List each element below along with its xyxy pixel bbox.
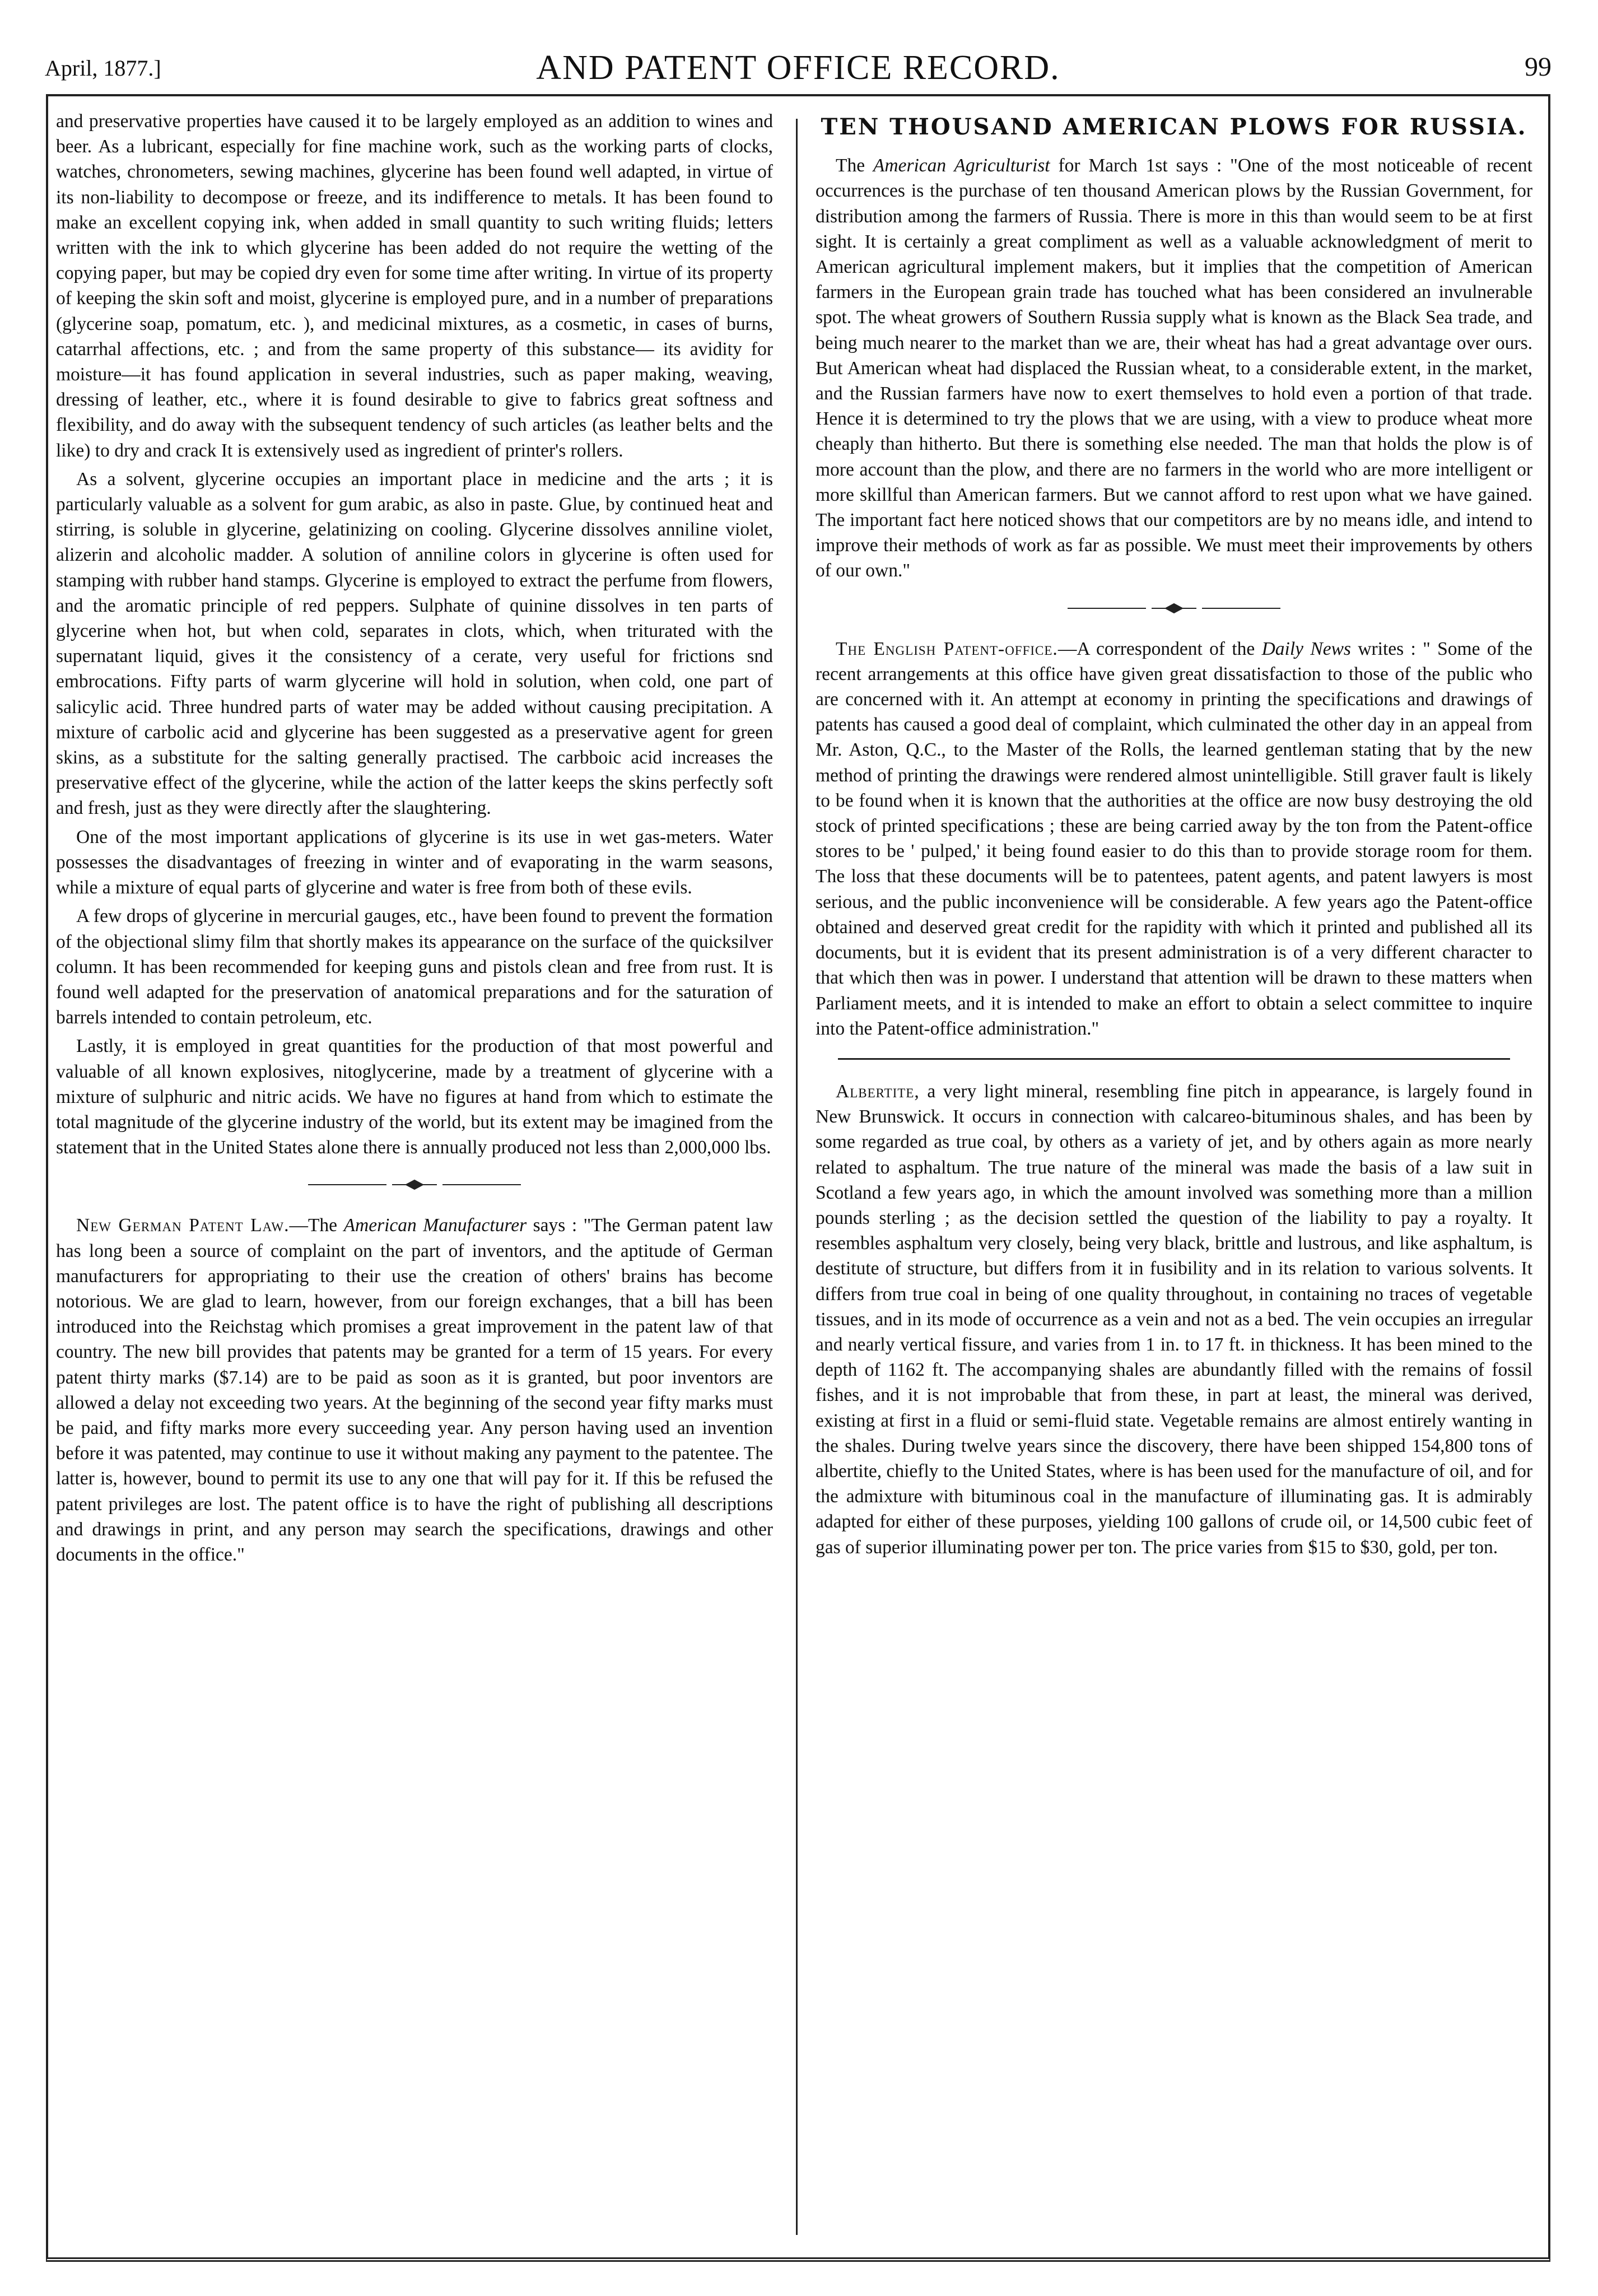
albertite-article — [816, 1079, 1532, 1560]
german-patent-article: New German Patent Law.—The American Manufacturer says : "The German patent law has long been a source of complaint on the part of inventors, and the aptitude of German manufacturers for appropriating to their use the creation of others' brains has become notorious. We are glad to learn, however, from our foreign exchanges, that a bill has been introduced into the Reichstag which promises a great improvement in the patent law of that country. The new bill provides that patents may be granted for a term of 15 years. For every patent thirty marks ($7.14) are to be paid as soon as it is granted, but poor inventors are allowed a delay not exceeding two years. At the beginning of the second year fifty marks must be paid, and fifty marks more every succeeding year. Any person having used an invention before it was patented, may continue to use it without making any payment to the patentee. The latter is, however, bound to permit its use to any one that will pay for it. If this be refused the patent privileges are lost. The patent office is to have the right of publishing all descriptions and drawings in print, and any person may search the specifications, drawings and other documents in the office." — [56, 1215, 773, 1565]
section-ornament — [56, 1179, 773, 1190]
german-patent-source: American Manufacturer — [343, 1215, 527, 1236]
section-ornament — [816, 603, 1532, 614]
english-patent-heading: The English Patent-office. — [836, 638, 1058, 659]
glycerine-paragraph-5: Lastly, it is employed in great quantities for the production of that most powerful and valuable of all known explosives, nitoglycerine, made by a treatment of glycerine with a mixture of sulphuric and nitric acids. We have no figures at hand from which to estimate the total magnitude of the glycerine industry of the world, but its extent may be imagined from the statement that in the United States alone there is annually produced not less than 2,000,000 lbs. — [56, 1036, 773, 1158]
glycerine-paragraph-3: One of the most important applications of glycerine is its use in wet gas-meters. Water possesses the disadvantages of freezing in winter and of evaporating in the warm seasons, while a mixture of equal parts of glycerine and water is free from both of these evils. — [56, 826, 773, 898]
right-column — [816, 109, 1532, 2245]
publication-title: AND PATENT OFFICE RECORD. — [536, 49, 1060, 87]
plows-article-title: TEN THOUSAND AMERICAN PLOWS FOR RUSSIA. — [821, 114, 1527, 140]
albertite-text: a very light mineral, resembling fine pitch in appearance, is largely found in New Brunswick. It occurs in connection with calcareo-bituminous shales, and has been by some regarded as true coal, by others as a variety of jet, and by others again as more nearly related to asphaltum. The true nature of the mineral was made the basis of a law suit in Scotland a few years ago, in which the amount involved was something more than a million pounds sterling ; as the decision settled the question of the liability to pay a royalty. It resembles asphaltum very closely, being very black, brittle and lustrous, and like asphaltum, is destitute of structure, but differs from it in fusibility and in its relation to various solvents. It differs from true coal in being of one quality throughout, in containing no traces of vegetable tissues, and in its mode of occurrence as a vein and not as a bed. The vein occupies an irregular and nearly vertical fissure, and varies from 1 in. to 17 ft. in thickness. It has been mined to the depth of 1162 ft. The accompanying shales are abundantly filled with the remains of fossil fishes, and it is not improbable that from these, in part at least, the mineral was derived, existing at first in a fluid or semi-fluid state. Vegetable remains are almost entirely wanting in the shales. During twelve years since the discovery, there have been shipped 154,800 tons of albertite, chiefly to the United States, where is has been used for the manufacture of oil, and for the admixture with bituminous coal in the manufacture of illuminating gas. It is admirably adapted for either of these purposes, yielding 100 gallons of crude oil, or 14,500 cubic feet of gas of superior illuminating power per ton. The price varies from $15 to $30, gold, per ton. — [816, 1081, 1532, 1558]
glycerine-paragraph-2: As a solvent, glycerine occupies an important place in medicine and the arts ; it is particularly valuable as a solvent for gum arabic, as also in paste. Glue, by continued heat and stirring, is soluble in glycerine, gelatinizing on cooling. Glycerine dissolves anniline violet, alizerin and alcoholic madder. A solution of anniline colors in glycerine is often used for stamping with rubber hand stamps. Glycerine is employed to extract the perfume from flowers, and the aromatic principle of red peppers. Sulphate of quinine dissolves in ten parts of glycerine when hot, but when cold, separates in clots, which, when triturated with the supernatant liquid, gives it the consistency of a cerate, very useful for frictions snd embrocations. Fifty parts of warm glycerine will hold in solution, when cold, one part of salicylic acid. Three hundred parts of water may be added without causing precipitation. A mixture of carbolic acid and glycerine has been suggested as a preservative agent for green skins, as a substitute for the salting generally practised. The carbboic acid increases the preservative effect of the glycerine, while the action of the latter keeps the skins perfectly soft and fresh, just as they were directly after the slaughtering. — [56, 468, 773, 819]
german-patent-heading: New German Patent Law. — [76, 1215, 290, 1236]
plows-text: for March 1st says : "One of the most noticeable of recent occurrences is the purchase of ten thousand American plows by the Russian Government, for distribution among the farmers of Russia. There is more in this than would seem to be at first sight. It is certainly a great compliment as well as a valuable acknowledgment of merit to American agricultural implement makers, but it implies that the competition of American farmers in the European grain trade has touched what has been considered an invulnerable spot. The wheat growers of Southern Russia supply what is known as the Black Sea trade, and being much nearer to the market than we are, their wheat has had a great advantage over ours. But American wheat had displaced the Russian wheat, to a considerable extent, in the market, and the Russian farmers have now to exert themselves to hold even a portion of that trade. Hence it is determined to try the plows that we are using, with a view to produce wheat more cheaply than hitherto. But there is something else needed. The man that holds the plow is of more account than the plow, and there are no farmers in the world who are more intelligent or more skillful than American farmers. But we cannot afford to rest upon what we have gained. The important fact here noticed shows that our competitors are by no means idle, and intend to improve their methods of work as far as possible. We must meet their improvements by others of our own." — [816, 155, 1532, 581]
page-frame — [46, 94, 1550, 2262]
glycerine-paragraph-1: and preservative properties have caused it to be largely employed as an addition to wines and beer. As a lubricant, especially for fine machine work, such as the working parts of clocks, watches, chronometers, sewing machines, glycerine has been found well adapted, in virtue of its non-liability to decompose or freeze, and its indifference to metals. It has been found to make an excellent copying ink, when added in small quantity to such writing fluids; letters written with the ink to which glycerine has been added do not require the wetting of the copying paper, but may be copied dry even for some time after writing. In virtue of its property of keeping the skin soft and moist, glycerine is employed pure, and in a number of preparations (glycerine soap, pomatum, etc. ), and medicinal mixtures, as a cosmetic, in cases of burns, catarrhal affections, etc. ; and from the same property of this substance— its avidity for moisture—it has found application in several industries, such as paper making, weaving, dressing of leather, etc., where it is found desirable to give to fabrics great softness and flexibility, and do away with the subsequent tendency of such articles (as leather belts and the like) to dry and crack It is extensively used as ingredient of printer's rollers. — [56, 111, 773, 461]
issue-date: April, 1877.] — [45, 55, 161, 81]
section-rule — [838, 1058, 1510, 1062]
page-header — [45, 44, 1552, 94]
plows-source: American Agriculturist — [873, 155, 1050, 176]
german-patent-text: says : "The German patent law has long been a source of complaint on the part of inventors, and the aptitude of German manufacturers for appropriating to their use the creation of others' brains has become notorious. We are glad to learn, however, from our foreign exchanges, that a bill has been introduced into the Reichstag which promises a great improvement in the patent law of that country. The new bill provides that patents may be granted for a term of 15 years. For every patent thirty marks ($7.14) are to be paid as soon as it is granted, but poor inventors are allowed a delay not exceeding two years. At the beginning of the second year fifty marks must be paid, and fifty marks more every succeeding year. Any person having used an invention before it was patented, may continue to use it without making any payment to the patentee. The latter is, however, bound to permit its use to any one that will pay for it. If this be refused the patent privileges are lost. The patent office is to have the right of publishing all descriptions and drawings in print, and any person may search the specifications, drawings and other documents in the office." — [56, 1215, 773, 1565]
ornament-diamond-icon — [1152, 603, 1196, 614]
ornament-diamond-icon — [392, 1179, 437, 1190]
plows-intro: The — [836, 155, 865, 176]
english-patent-article — [816, 636, 1532, 1041]
plows-article-body — [816, 153, 1532, 583]
page-number: 99 — [1525, 52, 1552, 82]
left-column — [56, 109, 773, 2245]
glycerine-paragraph-4: A few drops of glycerine in mercurial gauges, etc., have been found to prevent the formation of the objectional slimy film that shortly makes its appearance on the surface of the quicksilver column. It has been recommended for keeping guns and pistols clean and free from rust. It is found well adapted for the preservation of anatomical preparations and for the saturation of barrels intended to contain petroleum, etc. — [56, 906, 773, 1028]
english-patent-intro: —A correspondent of the — [1057, 638, 1255, 659]
english-patent-source: Daily News — [1261, 638, 1351, 659]
column-divider — [796, 119, 798, 2235]
albertite-heading: Albertite, — [836, 1081, 920, 1102]
english-patent-text: writes : " Some of the recent arrangements at this office have given great dissatisfaction to those of the public who are concerned with it. An attempt at economy in printing the specifications and drawings of patents has caused a good deal of complaint, which culminated the other day in an appeal from Mr. Aston, Q.C., to the Master of the Rolls, the learned gentleman stating that by the new method of printing the drawings were rendered almost unintelligible. Still graver fault is likely to be found when it is known that the authorities at the office are now busy destroying the old stock of printed specifications ; these are being carried away by the ton from the Patent-office stores to be ' pulped,' it being found easier to do this than to provide storage room for them. The loss that these documents will be to patentees, patent agents, and patent lawyers is most serious, and the public inconvenience will be considerable. A few years ago the Patent-office obtained and deserved great credit for the rapidity with which it printed and published all its documents, but it is evident that its present administration is of a very different character to that which then was in power. I understand that attention will be drawn to these matters when Parliament meets, and it is intended to make an effort to obtain a select committee to inquire into the Patent-office administration." — [816, 638, 1532, 1039]
